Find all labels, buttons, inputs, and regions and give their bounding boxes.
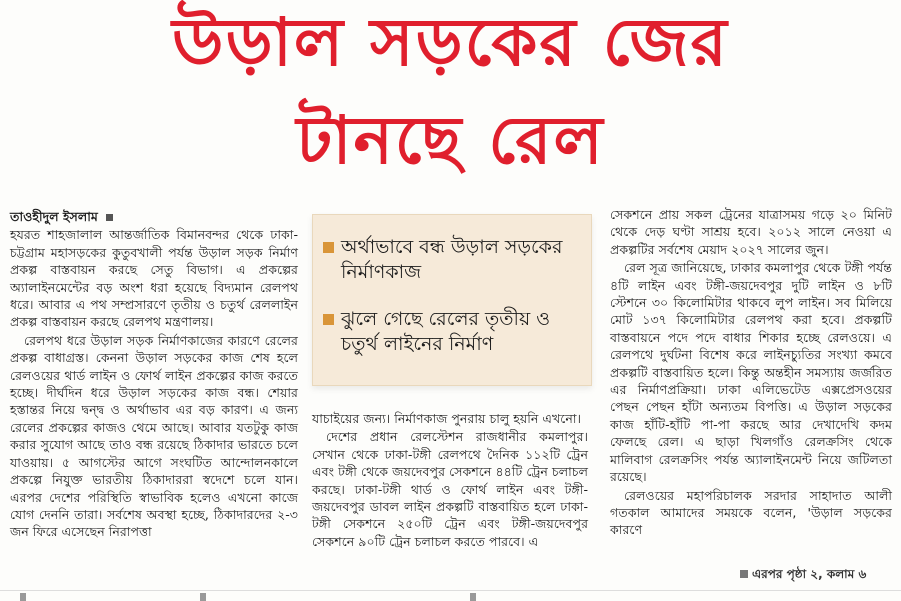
- edge-mark: [200, 593, 206, 601]
- paragraph: দেশের প্রধান রেলস্টেশন রাজধানীর কমলাপুর। সেখান থেকে ঢাকা-টঙ্গী রেলপথে দৈনিক ১১২টি ট্রেন এবং টঙ্গী থেকে জয়দেবপুর সেকশনে ৪৪টি ট্রেন চলাচল করছে। ঢাকা-টঙ্গী থার্ড ও ফোর্থ লাইন এবং টঙ্গী-জয়দেবপুর ডাবল লাইন প্রকল্পটি বাস্তবায়িত হলে ঢাকা-টঙ্গী সেকশনে ২৫০টি ট্রেন এবং টঙ্গী-জয়দেবপুর সেকশনে ৯০টি ট্রেন চলাচল করতে পারবে। এ: [312, 429, 588, 549]
- pull-quote: [323, 235, 585, 285]
- byline: তাওহীদুল ইসলাম: [10, 209, 98, 224]
- headline-line-2: টানছে রেল: [296, 102, 605, 179]
- article-column-1: [10, 208, 298, 542]
- paragraph: হযরত শাহজালাল আন্তর্জাতিক বিমানবন্দর থেকে ঢাকা-চট্টগ্রাম মহাসড়কের কুতুবখালী পর্যন্ত উড়াল সড়ক নির্মাণ প্রকল্প বাস্তবায়ন করছে সেতু বিভাগ। এ প্রকল্পের অ্যালাইনমেন্টের বড় অংশ ধরা হয়েছে বিদ্যমান রেলপথ ধরে। আবার এ পথ সম্প্রসারণে তৃতীয় ও চতুর্থ রেললাইন প্রকল্প বাস্তবায়ন করছে রেলপথ মন্ত্রণালয়।: [10, 227, 298, 330]
- paragraph: যাচাইয়ের জন্য। নির্মাণকাজ পুনরায় চালু হয়নি এখনো।: [312, 411, 582, 426]
- paragraph: রেলওয়ের মহাপরিচালক সরদার সাহাদাত আলী গতকাল আমাদের সময়কে বলেন, 'উড়াল সড়কের কারণে: [610, 487, 892, 538]
- paragraph: রেলপথ ধরে উড়াল সড়ক নির্মাণকাজের কারণে রেলের প্রকল্প বাধাগ্রস্ত। কেননা উড়াল সড়কের কাজ শেষ হলে রেলওয়ের থার্ড লাইন ও ফোর্থ লাইন প্রকল্পের কাজ করতে হচ্ছে। দীর্ঘদিন ধরে উড়াল সড়কের কাজ বন্ধ। শেয়ার হস্তান্তর নিয়ে দ্বন্দ্ব ও অর্থাভাব এর বড় কারণ। এ জন্য রেলের প্রকল্পের কাজও থেমে আছে। আবার যতটুকু কাজ করার সুযোগ আছে তাও বন্ধ রয়েছে ঠিকাদার ভারতে চলে যাওয়ায়। ৫ আগস্টের আগে সংঘটিত আন্দোলনকালে প্রকল্পে নিযুক্ত ভারতীয় ঠিকাদাররা স্বদেশে চলে যান। এরপর দেশের পরিস্থিতি স্বাভাবিক হলেও এখনো কাজে যোগ দেননি তারা। সর্বশেষ অবস্থা হচ্ছে, ঠিকাদারদের ২-৩ জন ফিরে এসেছেন নিরাপত্তা: [10, 332, 298, 540]
- byline-bullet-icon: [106, 214, 113, 221]
- pull-quote: [323, 307, 585, 357]
- article-column-2: [312, 410, 588, 551]
- paragraph: সেকশনে প্রায় সকল ট্রেনের যাত্রাসময় গড়ে ২০ মিনিট থেকে দেড় ঘণ্টা সাশ্রয় হবে। ২০১২ সালে নেওয়া এ প্রকল্পটির সর্বশেষ মেয়াদ ২০২৭ সালের জুন।: [610, 207, 892, 257]
- edge-mark: [470, 593, 476, 601]
- square-bullet-icon: [323, 314, 334, 325]
- pull-quote-text: ঝুলে গেছে রেলের তৃতীয় ও চতুর্থ লাইনের নির্মাণ: [341, 308, 551, 355]
- continuation-note: [740, 566, 866, 586]
- edge-mark: [20, 593, 26, 601]
- headline-line-1: উড়াল সড়কের জের: [172, 4, 729, 81]
- continuation-text: এরপর পৃষ্ঠা ২, কলাম ৬: [752, 567, 867, 581]
- pull-quote-box: [312, 214, 592, 386]
- paragraph: রেল সূত্র জানিয়েছে, ঢাকার কমলাপুর থেকে টঙ্গী পর্যন্ত ৪টি লাইন এবং টঙ্গী-জয়দেবপুর দুটি লাইন ও ৮টি স্টেশনে ৩০ কিলোমিটার থাকবে লুপ লাইন। সব মিলিয়ে মোট ১৩৭ কিলোমিটার রেলপথ করা হবে। প্রকল্পটি বাস্তবায়নে পদে পদে বাধার শিকার হচ্ছে রেলওয়ে। এ রেলপথে দুর্ঘটনা বিশেষ করে লাইনচ্যুতির সংখ্যা কমবে প্রকল্পটি বাস্তবায়িত হলে। কিন্তু অন্তহীন সমস্যায় জর্জরিত এর নির্মাণপ্রক্রিয়া। ঢাকা এলিভেটেড এক্সপ্রেসওয়ের পেছন পেছন হাঁটা অন্যতম বিপত্তি। এ উড়াল সড়কের কাজ হাঁটি-হাঁটি পা-পা করছে আর দেখাদেখি কদম ফেলছে রেল। এ ছাড়া খিলগাঁও রেলক্রসিং থেকে মালিবাগ রেলক্রসিং পর্যন্ত অ্যালাইনমেন্ট নিয়ে জটিলতা রয়েছে।: [610, 260, 892, 485]
- square-bullet-icon: [740, 570, 748, 578]
- article-column-3: [610, 206, 892, 540]
- pull-quote-text: অর্থাভাবে বন্ধ উড়াল সড়কের নির্মাণকাজ: [341, 236, 563, 283]
- square-bullet-icon: [323, 242, 334, 253]
